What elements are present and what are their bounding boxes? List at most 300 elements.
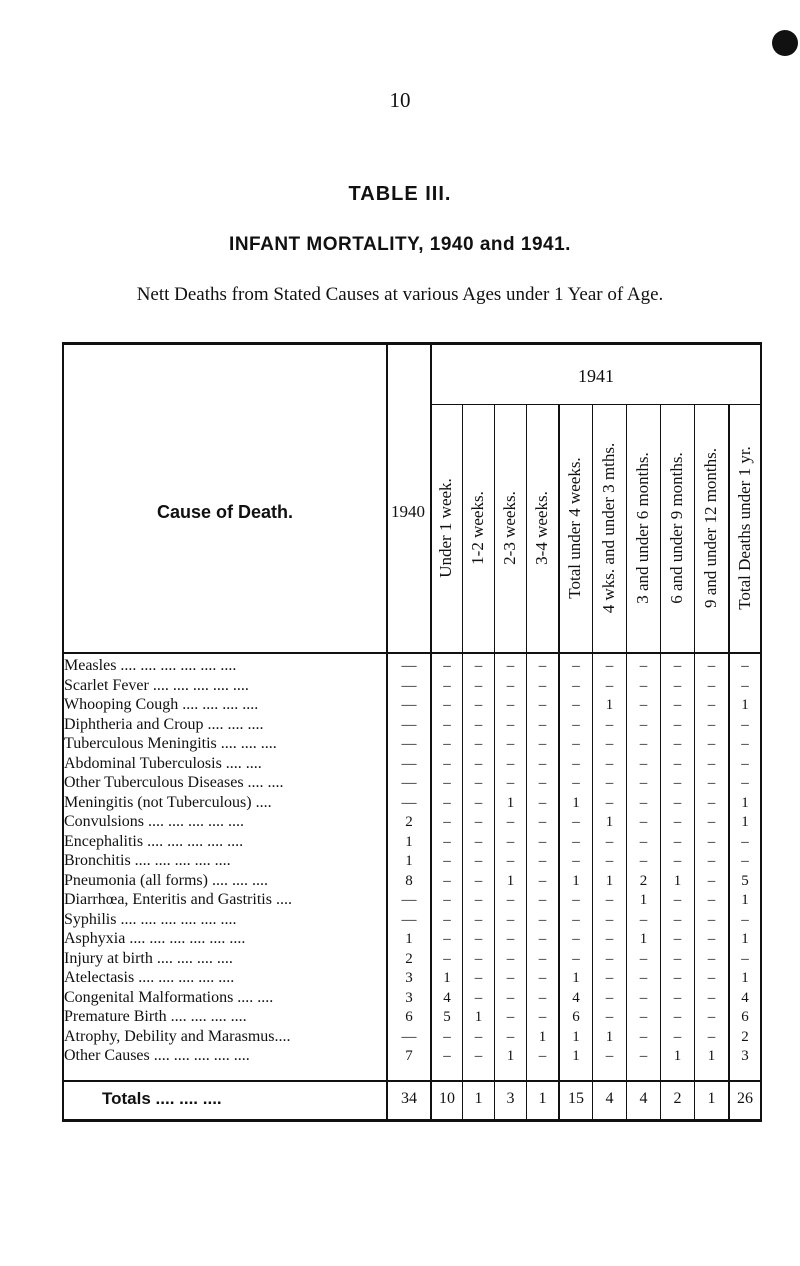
totals-label: Totals .... .... .... [102, 1089, 222, 1108]
totals-row [62, 1090, 762, 1108]
cell-1941: – [538, 794, 547, 811]
cell-1941: – [474, 853, 483, 869]
cell-1941: 1 [506, 794, 515, 811]
cell-1941: – [506, 911, 515, 928]
table-caption: Nett Deaths from Stated Causes at various Ages under 1 Year of Age. [136, 284, 664, 305]
cell-1941: – [707, 775, 716, 791]
cell-1940: 3 [405, 989, 413, 1006]
cell-1941: – [639, 970, 648, 986]
cell-1941: 6 [572, 1009, 580, 1025]
col-header-total-under-1-yr: Total Deaths under 1 yr. [735, 446, 754, 610]
cause-label: Pneumonia (all forms) .... .... .... [64, 871, 268, 889]
cell-1941: – [673, 794, 682, 811]
cell-1941: – [474, 677, 483, 694]
table-row [62, 969, 762, 987]
cause-label: Atrophy, Debility and Marasmus.... [64, 1027, 291, 1045]
totals-rule [62, 1080, 762, 1082]
cell-1941: – [707, 931, 716, 947]
cell-1940: 6 [405, 1009, 413, 1025]
cell-1941: – [572, 755, 580, 772]
cell-1941: – [741, 950, 749, 967]
cell-1941: – [572, 775, 580, 791]
cell-1941: – [572, 833, 580, 850]
cell-1941: – [707, 814, 716, 830]
cell-1941: – [605, 1009, 614, 1025]
cell-1941: – [506, 658, 515, 674]
cell-1941: – [639, 697, 648, 713]
cell-1941: – [673, 970, 682, 986]
cell-1940: 1 [405, 931, 413, 947]
cell-1941: – [639, 814, 648, 830]
col-header-2-3-weeks: 2-3 weeks. [500, 491, 519, 565]
header-1940: 1940 [391, 502, 425, 521]
table-title: TABLE III. [348, 183, 452, 205]
cell-1941: – [572, 931, 580, 947]
cell-1941: – [506, 775, 515, 791]
cell-1941: – [605, 775, 614, 791]
totals-cell: 1 [538, 1090, 547, 1107]
col-header-total-under-4-weeks: Total under 4 weeks. [565, 457, 584, 599]
cell-1941: – [538, 814, 547, 830]
cell-1941: 4 [572, 989, 580, 1006]
cell-1941: – [443, 736, 451, 752]
cell-1941: – [474, 755, 483, 772]
cell-1941: – [572, 814, 580, 830]
cause-label: Injury at birth .... .... .... .... [64, 949, 233, 967]
cell-1941: – [741, 853, 749, 869]
cell-1941: 1 [443, 970, 451, 986]
cell-1941: – [741, 658, 749, 674]
cell-1941: 1 [605, 872, 614, 889]
cell-1941: – [538, 1009, 547, 1025]
table-row [62, 735, 762, 753]
cause-label: Syphilis .... .... .... .... .... .... [64, 910, 237, 928]
col-header-6-9-months: 6 and under 9 months. [667, 452, 686, 604]
cell-1941: – [506, 1009, 515, 1025]
cell-1941: 1 [572, 872, 580, 889]
cell-1941: 4 [741, 989, 749, 1006]
col-header-9-12-months: 9 and under 12 months. [701, 447, 720, 609]
cell-1941: – [474, 931, 483, 947]
col-header-3-6-months: 3 and under 6 months. [633, 452, 652, 604]
col-header-under-1-week: Under 1 week. [436, 478, 455, 578]
cell-1941: – [605, 794, 614, 811]
cell-1941: – [443, 833, 451, 850]
cause-label: Other Tuberculous Diseases .... .... [64, 774, 284, 791]
cell-1941: – [605, 950, 614, 967]
cause-label: Other Causes .... .... .... .... .... [64, 1047, 250, 1064]
cause-label: Abdominal Tuberculosis .... .... [64, 754, 262, 772]
cell-1940: — [401, 892, 417, 908]
cell-1941: – [741, 775, 749, 791]
cell-1941: – [538, 658, 547, 674]
cell-1941: – [673, 658, 682, 674]
cell-1941: – [474, 775, 483, 791]
cell-1941: – [707, 872, 716, 889]
totals-cell: 2 [673, 1090, 682, 1107]
col-header-3-4-weeks: 3-4 weeks. [532, 491, 551, 565]
cause-label: Diphtheria and Croup .... .... .... [64, 715, 264, 733]
table-row [62, 794, 762, 812]
table-row [62, 813, 762, 831]
cell-1941: – [707, 892, 716, 908]
cell-1941: 1 [741, 931, 749, 947]
cell-1940: 1 [405, 853, 413, 869]
cell-1941: 3 [741, 1048, 749, 1064]
table-row [62, 774, 762, 792]
cell-1941: – [673, 892, 682, 908]
cell-1940: — [401, 775, 417, 791]
cell-1941: – [538, 697, 547, 713]
cell-1941: – [538, 677, 547, 694]
cell-1940: 3 [405, 970, 413, 986]
cell-1941: – [474, 1028, 483, 1045]
cause-label: Meningitis (not Tuberculous) .... [64, 793, 272, 811]
cell-1941: – [605, 892, 614, 908]
cell-1941: – [443, 853, 451, 869]
table-bottom-border [62, 1119, 762, 1122]
cell-1941: – [707, 697, 716, 713]
cell-1941: – [639, 833, 648, 850]
cell-1941: – [639, 950, 648, 967]
cell-1941: – [605, 853, 614, 869]
cell-1941: 2 [639, 872, 648, 889]
cause-label: Premature Birth .... .... .... .... [64, 1008, 247, 1025]
cell-1941: 1 [572, 794, 580, 811]
cell-1941: – [506, 892, 515, 908]
cell-1941: – [474, 658, 483, 674]
cell-1941: – [639, 1009, 648, 1025]
cell-1941: 1 [605, 1028, 614, 1045]
cause-label: Measles .... .... .... .... .... .... [64, 657, 237, 674]
cell-1941: – [538, 892, 547, 908]
cell-1941: – [538, 911, 547, 928]
cause-label: Tuberculous Meningitis .... .... .... [64, 735, 277, 752]
cell-1941: – [673, 775, 682, 791]
cell-1941: – [572, 716, 580, 733]
cell-1941: – [538, 755, 547, 772]
cell-1941: – [605, 911, 614, 928]
cell-1941: – [506, 1028, 515, 1045]
cell-1941: – [443, 931, 451, 947]
cell-1940: — [401, 677, 417, 694]
cell-1941: – [639, 1028, 648, 1045]
cell-1941: – [443, 911, 451, 928]
cell-1941: – [506, 697, 515, 713]
cell-1941: – [572, 658, 580, 674]
table-row [62, 1008, 762, 1026]
cell-1940: — [401, 794, 417, 811]
cell-1941: – [474, 697, 483, 713]
cell-1941: – [443, 872, 451, 889]
cell-1940: — [401, 658, 417, 674]
header-cause: Cause of Death. [156, 502, 294, 522]
cell-1941: – [639, 677, 648, 694]
cell-1941: 1 [741, 814, 749, 830]
cell-1941: – [538, 931, 547, 947]
cell-1941: – [673, 1028, 682, 1045]
cell-1941: 1 [605, 697, 614, 713]
cell-1941: 1 [639, 892, 648, 908]
cell-1941: – [506, 931, 515, 947]
cell-1941: 5 [741, 872, 749, 889]
cell-1941: – [605, 1048, 614, 1064]
cell-1941: – [538, 989, 547, 1006]
cell-1941: – [605, 736, 614, 752]
cell-1941: – [538, 970, 547, 986]
cell-1941: – [741, 911, 749, 928]
cell-1940: — [401, 1028, 417, 1045]
cell-1941: – [443, 794, 451, 811]
cell-1941: – [605, 677, 614, 694]
cell-1941: – [506, 814, 515, 830]
cell-1940: 2 [405, 950, 413, 967]
cell-1941: – [538, 950, 547, 967]
table-row [62, 1028, 762, 1046]
cell-1941: – [572, 892, 580, 908]
totals-cell: 26 [737, 1090, 753, 1107]
cell-1941: – [639, 911, 648, 928]
cell-1941: – [572, 697, 580, 713]
table-row [62, 852, 762, 870]
cell-1941: – [707, 970, 716, 986]
cell-1941: 1 [741, 794, 749, 811]
cell-1941: – [673, 853, 682, 869]
cell-1941: – [741, 677, 749, 694]
col-header-4wks-3mths: 4 wks. and under 3 mths. [599, 442, 618, 614]
cell-1941: 5 [443, 1009, 451, 1025]
cell-1941: – [707, 950, 716, 967]
table-top-border [62, 342, 762, 345]
cell-1941: – [707, 677, 716, 694]
cell-1941: – [673, 755, 682, 772]
cell-1941: – [673, 697, 682, 713]
cell-1941: – [572, 950, 580, 967]
table-row [62, 696, 762, 714]
cell-1941: – [673, 931, 682, 947]
table-row [62, 1047, 762, 1065]
cell-1941: – [639, 1048, 648, 1064]
cell-1941: – [673, 989, 682, 1006]
cell-1941: – [538, 736, 547, 752]
cell-1941: – [443, 1048, 451, 1064]
cell-1941: – [741, 755, 749, 772]
cell-1941: – [639, 989, 648, 1006]
cell-1941: – [474, 989, 483, 1006]
totals-cell: 1 [707, 1090, 716, 1107]
cell-1940: 8 [405, 872, 413, 889]
cause-label: Whooping Cough .... .... .... .... [64, 696, 259, 713]
cell-1941: – [673, 736, 682, 752]
cell-1941: – [605, 658, 614, 674]
cell-1941: – [707, 1028, 716, 1045]
cell-1941: – [707, 716, 716, 733]
cell-1941: – [443, 716, 451, 733]
cell-1940: 7 [405, 1048, 413, 1064]
cell-1941: 6 [741, 1009, 749, 1025]
cell-1941: – [741, 736, 749, 752]
cause-label: Bronchitis .... .... .... .... .... [64, 852, 231, 869]
cell-1941: – [707, 989, 716, 1006]
cell-1941: – [443, 814, 451, 830]
cell-1941: – [707, 833, 716, 850]
table-row [62, 891, 762, 909]
table-row [62, 833, 762, 851]
cell-1941: – [474, 950, 483, 967]
cell-1941: – [673, 716, 682, 733]
cell-1941: – [707, 736, 716, 752]
cell-1941: 1 [474, 1009, 483, 1025]
cell-1941: – [443, 950, 451, 967]
cell-1941: – [605, 716, 614, 733]
cell-1941: – [639, 775, 648, 791]
cell-1941: 4 [443, 989, 451, 1006]
cell-1941: – [506, 755, 515, 772]
table-row [62, 657, 762, 675]
cell-1941: – [474, 814, 483, 830]
cell-1941: – [506, 833, 515, 850]
cell-1941: – [673, 1009, 682, 1025]
cell-1941: – [506, 716, 515, 733]
cell-1941: 1 [741, 892, 749, 908]
cell-1941: – [639, 755, 648, 772]
totals-cell: 3 [506, 1090, 515, 1107]
cell-1941: 1 [572, 1048, 580, 1064]
table-row [62, 755, 762, 773]
cell-1941: – [443, 755, 451, 772]
cell-1941: 2 [741, 1028, 749, 1045]
cell-1941: – [572, 677, 580, 694]
totals-cell: 4 [605, 1090, 614, 1107]
cell-1941: – [474, 716, 483, 733]
cell-1941: – [707, 658, 716, 674]
cell-1941: – [673, 814, 682, 830]
table-row [62, 872, 762, 890]
cell-1941: 1 [572, 970, 580, 986]
table-row [62, 911, 762, 929]
cell-1941: – [538, 1048, 547, 1064]
mortality-table [62, 342, 762, 1122]
cell-1941: – [707, 794, 716, 811]
cell-1941: – [506, 853, 515, 869]
table-row [62, 930, 762, 948]
cell-1941: – [506, 950, 515, 967]
cell-1941: – [538, 775, 547, 791]
cell-1941: – [474, 970, 483, 986]
cell-1941: – [538, 853, 547, 869]
cell-1941: – [443, 697, 451, 713]
cell-1941: – [707, 911, 716, 928]
cell-1941: – [506, 970, 515, 986]
page-number: 10 [389, 88, 411, 112]
cell-1941: – [707, 1009, 716, 1025]
table-row [62, 716, 762, 734]
cell-1941: – [673, 911, 682, 928]
table-row [62, 677, 762, 695]
cell-1941: 1 [673, 872, 682, 889]
cell-1941: – [538, 872, 547, 889]
cell-1941: – [673, 950, 682, 967]
table-row [62, 950, 762, 968]
cell-1941: 1 [639, 931, 648, 947]
cell-1940: — [401, 736, 417, 752]
cell-1941: – [639, 658, 648, 674]
cell-1940: 1 [405, 833, 413, 850]
cause-label: Atelectasis .... .... .... .... .... [64, 969, 235, 986]
totals-cell: 15 [568, 1090, 584, 1107]
cell-1941: – [443, 775, 451, 791]
cell-1940: — [401, 911, 417, 928]
cell-1940: — [401, 697, 417, 713]
cell-1941: – [506, 677, 515, 694]
cell-1941: 1 [605, 814, 614, 830]
cell-1941: – [572, 736, 580, 752]
cell-1941: 1 [707, 1048, 716, 1064]
cell-1941: 1 [741, 697, 749, 713]
cell-1941: – [741, 833, 749, 850]
table-row [62, 989, 762, 1007]
cell-1941: – [605, 989, 614, 1006]
cell-1941: – [443, 658, 451, 674]
cell-1941: – [673, 833, 682, 850]
header-rule [62, 652, 762, 654]
totals-cell: 4 [639, 1090, 648, 1107]
cell-1941: – [639, 794, 648, 811]
cell-1941: – [474, 911, 483, 928]
cell-1941: 1 [538, 1028, 547, 1045]
cell-1941: – [538, 716, 547, 733]
cell-1941: – [474, 892, 483, 908]
cell-1941: – [605, 931, 614, 947]
totals-cell: 1 [474, 1090, 483, 1107]
cell-1941: 1 [741, 970, 749, 986]
corner-mark [772, 30, 798, 56]
cell-1941: – [707, 755, 716, 772]
cell-1941: – [639, 853, 648, 869]
cause-label: Diarrhœa, Enteritis and Gastritis .... [64, 891, 292, 908]
cell-1940: — [401, 755, 417, 772]
cell-1941: – [506, 736, 515, 752]
cell-1941: – [474, 872, 483, 889]
cell-1941: – [538, 833, 547, 850]
cell-1941: 1 [506, 872, 515, 889]
cell-1941: 1 [572, 1028, 580, 1045]
cell-1940: 2 [405, 814, 413, 830]
cause-label: Encephalitis .... .... .... .... .... [64, 832, 244, 850]
cell-1941: – [474, 794, 483, 811]
cell-1941: 1 [506, 1048, 515, 1064]
cause-label: Scarlet Fever .... .... .... .... .... [64, 676, 249, 694]
year-1941-rule [430, 404, 762, 405]
cause-label: Asphyxia .... .... .... .... .... .... [64, 930, 246, 947]
cell-1941: – [506, 989, 515, 1006]
cell-1941: – [639, 736, 648, 752]
cell-1941: – [474, 736, 483, 752]
cell-1941: – [741, 716, 749, 733]
cell-1941: – [605, 970, 614, 986]
cell-1941: 1 [673, 1048, 682, 1064]
col-header-1-2-weeks: 1-2 weeks. [468, 491, 487, 565]
cell-1941: – [443, 892, 451, 908]
cell-1941: – [474, 1048, 483, 1064]
totals-1940: 34 [401, 1090, 417, 1107]
cell-1941: – [605, 833, 614, 850]
cell-1941: – [707, 853, 716, 869]
totals-cell: 10 [439, 1090, 455, 1107]
cause-label: Congenital Malformations .... .... [64, 988, 274, 1006]
cell-1941: – [673, 677, 682, 694]
cell-1941: – [639, 716, 648, 733]
